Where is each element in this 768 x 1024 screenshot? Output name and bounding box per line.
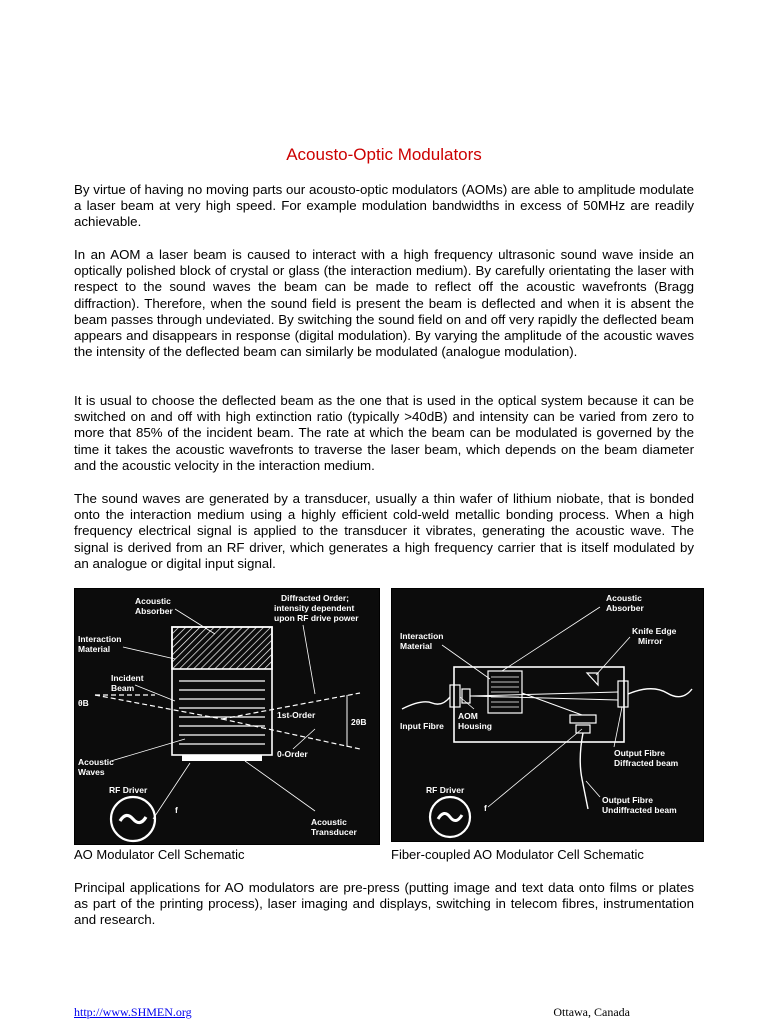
label-theta-b: θB: [78, 698, 89, 708]
label-mirror: Mirror: [638, 636, 663, 646]
figure-caption-right: Fiber-coupled AO Modulator Cell Schematic: [391, 847, 644, 862]
paragraph-aom-principle: In an AOM a laser beam is caused to interact with a high frequency ultrasonic sound wave inside an optically polished block of crystal or glass (the interaction medium). By carefully orientating the laser with respect to the sound waves the beam can be made to reflect off the acoustic wavefronts (Bragg diffraction). Therefore, when the sound field is present the beam is deflected and when it is absent the beam passes through undeviated. By switching the sound field on and off very rapidly the deflected beam appears and disappears in response (digital modulation). By varying the amplitude of the acoustic waves the intensity of the deflected beam can similarly be modulated (analogue modulation).: [74, 247, 694, 360]
fiber-coupled-aom-schematic-drawing: [392, 589, 703, 841]
label-output-undiffracted-2: Undiffracted beam: [602, 805, 677, 815]
label-interaction: Interaction: [400, 631, 444, 641]
label-acoustic-transducer-2: Transducer: [311, 827, 357, 837]
label-output-undiffracted-1: Output Fibre: [602, 795, 653, 805]
label-material: Material: [400, 641, 433, 651]
output-fibre-diffracted: [628, 689, 692, 697]
label-absorber: Absorber: [606, 603, 644, 613]
label-absorber: Absorber: [135, 606, 173, 616]
acoustic-wavefronts: [179, 681, 265, 744]
label-housing: Housing: [458, 721, 492, 731]
label-output-diffracted-1: Output Fibre: [614, 748, 665, 758]
label-acoustic-transducer-1: Acoustic: [311, 817, 347, 827]
label-first-order: 1st-Order: [277, 710, 316, 720]
fiber-coupled-aom-schematic-figure: [391, 588, 704, 842]
label-input-fibre: Input Fibre: [400, 721, 444, 731]
label-diffracted-2: intensity dependent: [274, 603, 355, 613]
input-fibre: [402, 697, 450, 709]
label-incident: Incident: [111, 673, 144, 683]
footer-website-link[interactable]: http://www.SHMEN.org: [74, 1005, 192, 1019]
transducer: [182, 755, 262, 761]
footer-location: Ottawa, Canada: [553, 1005, 630, 1019]
output-fibre-undiffracted: [580, 733, 588, 809]
label-rf-driver: RF Driver: [426, 785, 465, 795]
label-acoustic-waves-1: Acoustic: [78, 757, 114, 767]
label-rf-driver: RF Driver: [109, 785, 148, 795]
label-f: f: [175, 805, 178, 815]
label-f: f: [484, 803, 487, 813]
paragraph-applications: Principal applications for AO modulators are pre-press (putting image and text data onto films or plates as part of the printing process), laser imaging and displays, switching in telecom fibres, instrumentation and research.: [74, 880, 694, 928]
paragraph-transducer: The sound waves are generated by a transducer, usually a thin wafer of lithium niobate, that is bonded onto the interaction medium using a highly efficient cold-weld metallic bonding process. When a high frequency electrical signal is applied to the transducer it vibrates, generating the acoustic wave. The signal is derived from an RF driver, which generates a high frequency carrier that is itself modulated by an analogue or digital input signal.: [74, 491, 694, 571]
paragraph-intro: By virtue of having no moving parts our acousto-optic modulators (AOMs) are able to amplitude modulate a laser beam at very high speed. For example modulation bandwidths in excess of 50MHz are readily achievable.: [74, 182, 694, 230]
label-two-theta: 2θB: [351, 717, 367, 727]
label-diffracted-3: upon RF drive power: [274, 613, 359, 623]
label-output-diffracted-2: Diffracted beam: [614, 758, 679, 768]
label-diffracted-1: Diffracted Order;: [281, 593, 350, 603]
label-beam: Beam: [111, 683, 135, 693]
label-material: Material: [78, 644, 111, 654]
label-interaction: Interaction: [78, 634, 122, 644]
label-zero-order: 0-Order: [277, 749, 308, 759]
ao-modulator-schematic-figure: [74, 588, 380, 845]
label-aom: AOM: [458, 711, 478, 721]
paragraph-deflected-beam: It is usual to choose the deflected beam as the one that is used in the optical system because it can be switched on and off with high extinction ratio (typically >40dB) and intensity can be varied from zero to more that 85% of the incident beam. The rate at which the beam can be modulated is governed by the time it takes the acoustic wavefronts to traverse the laser beam, which depends on the beam diameter and the acoustic velocity in the interaction medium.: [74, 393, 694, 473]
page-title: Acousto-Optic Modulators: [286, 145, 482, 164]
label-acoustic: Acoustic: [606, 593, 642, 603]
label-acoustic-waves-2: Waves: [78, 767, 105, 777]
acoustic-absorber: [172, 627, 272, 669]
label-knife-edge: Knife Edge: [632, 626, 677, 636]
label-acoustic: Acoustic: [135, 596, 171, 606]
figure-caption-left: AO Modulator Cell Schematic: [74, 847, 245, 862]
ao-modulator-schematic-drawing: [75, 589, 379, 844]
